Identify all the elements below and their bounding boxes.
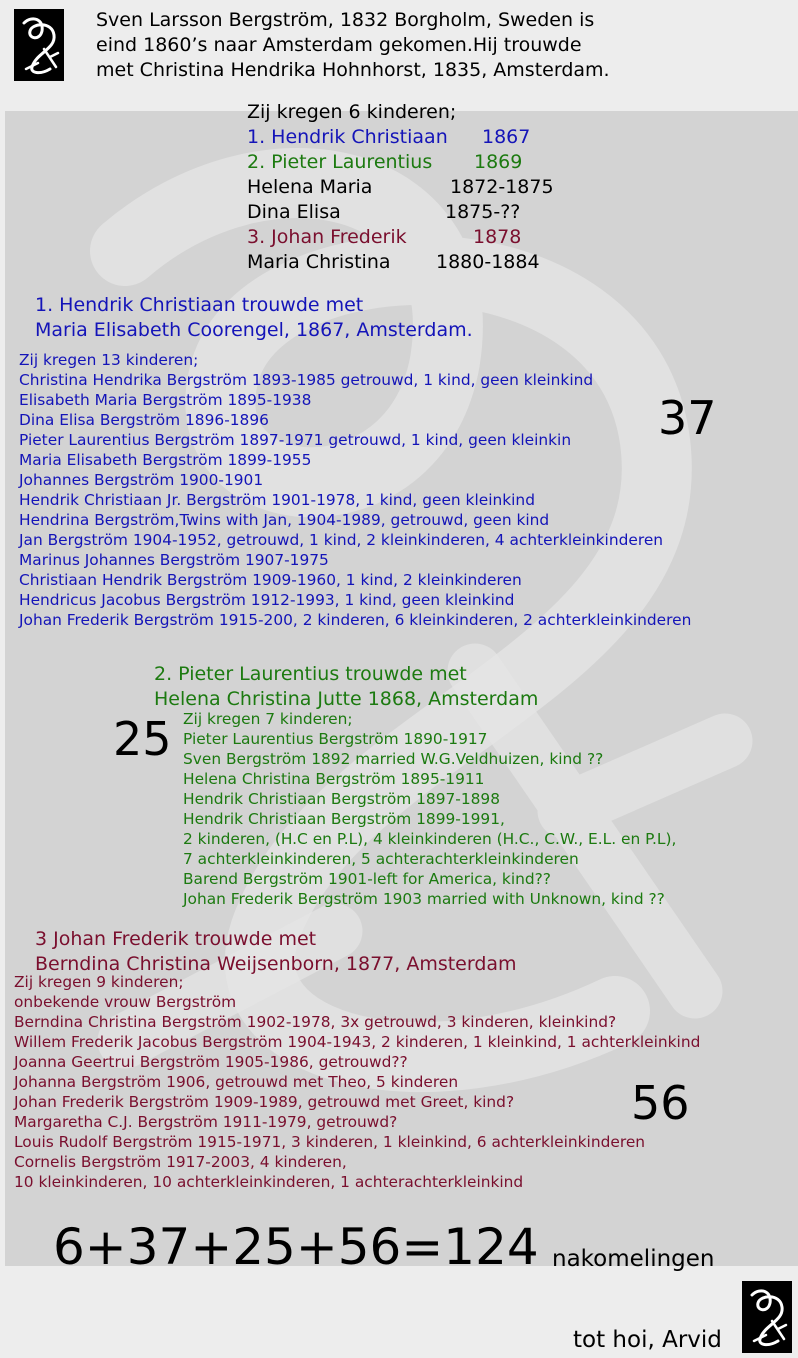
johan-title-line: 3 Johan Frederik trouwde met: [35, 928, 317, 950]
pieter-title-line: Helena Christina Jutte 1868, Amsterdam: [154, 688, 539, 710]
intro-line: Sven Larsson Bergström, 1832 Borgholm, Sweden is: [96, 9, 595, 31]
child-name: 1. Hendrik Christiaan: [247, 126, 448, 148]
total-sum: 6+37+25+56=124: [53, 1218, 539, 1276]
child-name: Maria Christina: [247, 251, 391, 273]
list-item: Pieter Laurentius Bergström 1890-1917: [183, 730, 488, 748]
child-row: [247, 250, 540, 275]
pieter-children-list: [183, 709, 676, 909]
child-years: 1869: [474, 151, 523, 173]
intro-line: met Christina Hendrika Hohnhorst, 1835, Amsterdam.: [96, 59, 610, 81]
list-item: Johan Frederik Bergström 1915-200, 2 kinderen, 6 kleinkinderen, 2 achterkleinkinderen: [19, 611, 692, 629]
list-item: Hendrik Christiaan Bergström 1897-1898: [183, 790, 501, 808]
list-item: Christiaan Hendrik Bergström 1909-1960, 1 kind, 2 kleinkinderen: [19, 571, 522, 589]
list-item: Margaretha C.J. Bergström 1911-1979, getrouwd?: [14, 1113, 398, 1131]
list-item: Hendrina Bergström,Twins with Jan, 1904-1989, getrouwd, geen kind: [19, 511, 550, 529]
list-item: Hendrik Christiaan Bergström 1899-1991,: [183, 810, 505, 828]
list-item: Louis Rudolf Bergström 1915-1971, 3 kinderen, 1 kleinkind, 6 achterkleinkinderen: [14, 1133, 646, 1151]
list-item: Willem Frederik Jacobus Bergström 1904-1943, 2 kinderen, 1 kleinkind, 1 achterkleinkind: [14, 1033, 701, 1051]
hendrik-title-line: Maria Elisabeth Coorengel, 1867, Amsterdam.: [35, 319, 473, 341]
logo-icon: [742, 1281, 792, 1353]
johan-descendant-count: 56: [631, 1076, 690, 1130]
list-item: Zij kregen 7 kinderen;: [183, 710, 353, 728]
list-item: Johan Frederik Bergström 1909-1989, getrouwd met Greet, kind?: [14, 1093, 515, 1111]
list-item: Marinus Johannes Bergström 1907-1975: [19, 551, 329, 569]
children-heading: Zij kregen 6 kinderen;: [247, 101, 457, 123]
list-item: Johannes Bergström 1900-1901: [19, 471, 264, 489]
list-item: Joanna Geertrui Bergström 1905-1986, getrouwd??: [14, 1053, 408, 1071]
list-item: Maria Elisabeth Bergström 1899-1955: [19, 451, 312, 469]
hendrik-descendant-count: 37: [658, 391, 717, 445]
johan-heading: [35, 927, 517, 977]
signature: tot hoi, Arvid: [573, 1327, 722, 1353]
list-item: Hendricus Jacobus Bergström 1912-1993, 1 kind, geen kleinkind: [19, 591, 515, 609]
list-item: Cornelis Bergström 1917-2003, 4 kinderen,: [14, 1153, 347, 1171]
list-item: Zij kregen 13 kinderen;: [19, 351, 199, 369]
child-row: [247, 150, 523, 175]
pieter-descendant-count: 25: [113, 712, 172, 766]
total-suffix: nakomelingen: [552, 1246, 715, 1272]
list-item: Johanna Bergström 1906, getrouwd met Theo, 5 kinderen: [14, 1073, 459, 1091]
pieter-title-line: 2. Pieter Laurentius trouwde met: [154, 663, 467, 685]
pieter-heading: [154, 662, 538, 712]
child-years: 1875-??: [445, 201, 521, 223]
list-item: 7 achterkleinkinderen, 5 achterachterkleinkinderen: [183, 850, 579, 868]
list-item: 10 kleinkinderen, 10 achterkleinkinderen, 1 achterachterkleinkind: [14, 1173, 524, 1191]
list-item: Pieter Laurentius Bergström 1897-1971 getrouwd, 1 kind, geen kleinkin: [19, 431, 572, 449]
list-item: Berndina Christina Bergström 1902-1978, 3x getrouwd, 3 kinderen, kleinkind?: [14, 1013, 617, 1031]
child-name: Dina Elisa: [247, 201, 341, 223]
child-row: [247, 225, 522, 250]
list-item: Sven Bergström 1892 married W.G.Veldhuizen, kind ??: [183, 750, 604, 768]
child-years: 1872-1875: [450, 176, 554, 198]
child-name: 2. Pieter Laurentius: [247, 151, 433, 173]
list-item: Helena Christina Bergström 1895-1911: [183, 770, 485, 788]
child-years: 1878: [473, 226, 522, 248]
child-years: 1880-1884: [436, 251, 540, 273]
child-name: 3. Johan Frederik: [247, 226, 407, 248]
list-item: Johan Frederik Bergström 1903 married with Unknown, kind ??: [183, 890, 665, 908]
list-item: Dina Elisa Bergström 1896-1896: [19, 411, 269, 429]
johan-title-line: Berndina Christina Weijsenborn, 1877, Amsterdam: [35, 953, 517, 975]
child-row: [247, 175, 554, 200]
intro-line: eind 1860’s naar Amsterdam gekomen.Hij trouwde: [96, 34, 582, 56]
child-row: [247, 125, 456, 150]
list-item: Hendrik Christiaan Jr. Bergström 1901-1978, 1 kind, geen kleinkind: [19, 491, 535, 509]
list-item: 2 kinderen, (H.C en P.L), 4 kleinkinderen (H.C., C.W., E.L. en P.L),: [183, 830, 677, 848]
list-item: Christina Hendrika Bergström 1893-1985 getrouwd, 1 kind, geen kleinkind: [19, 371, 594, 389]
list-item: Jan Bergström 1904-1952, getrouwd, 1 kind, 2 kleinkinderen, 4 achterkleinkinderen: [19, 531, 664, 549]
hendrik-title-line: 1. Hendrik Christiaan trouwde met: [35, 294, 364, 316]
list-item: Elisabeth Maria Bergström 1895-1938: [19, 391, 312, 409]
child-years: 1867: [482, 126, 531, 148]
hendrik-children-list: [19, 350, 691, 630]
johan-children-list: [14, 972, 700, 1192]
intro-text: [96, 8, 610, 83]
list-item: Zij kregen 9 kinderen;: [14, 973, 184, 991]
list-item: Barend Bergström 1901-left for America, kind??: [183, 870, 551, 888]
list-item: onbekende vrouw Bergström: [14, 993, 237, 1011]
hendrik-heading: [35, 293, 473, 343]
child-name: Helena Maria: [247, 176, 373, 198]
child-row: [247, 200, 521, 225]
logo-icon: [14, 9, 64, 81]
